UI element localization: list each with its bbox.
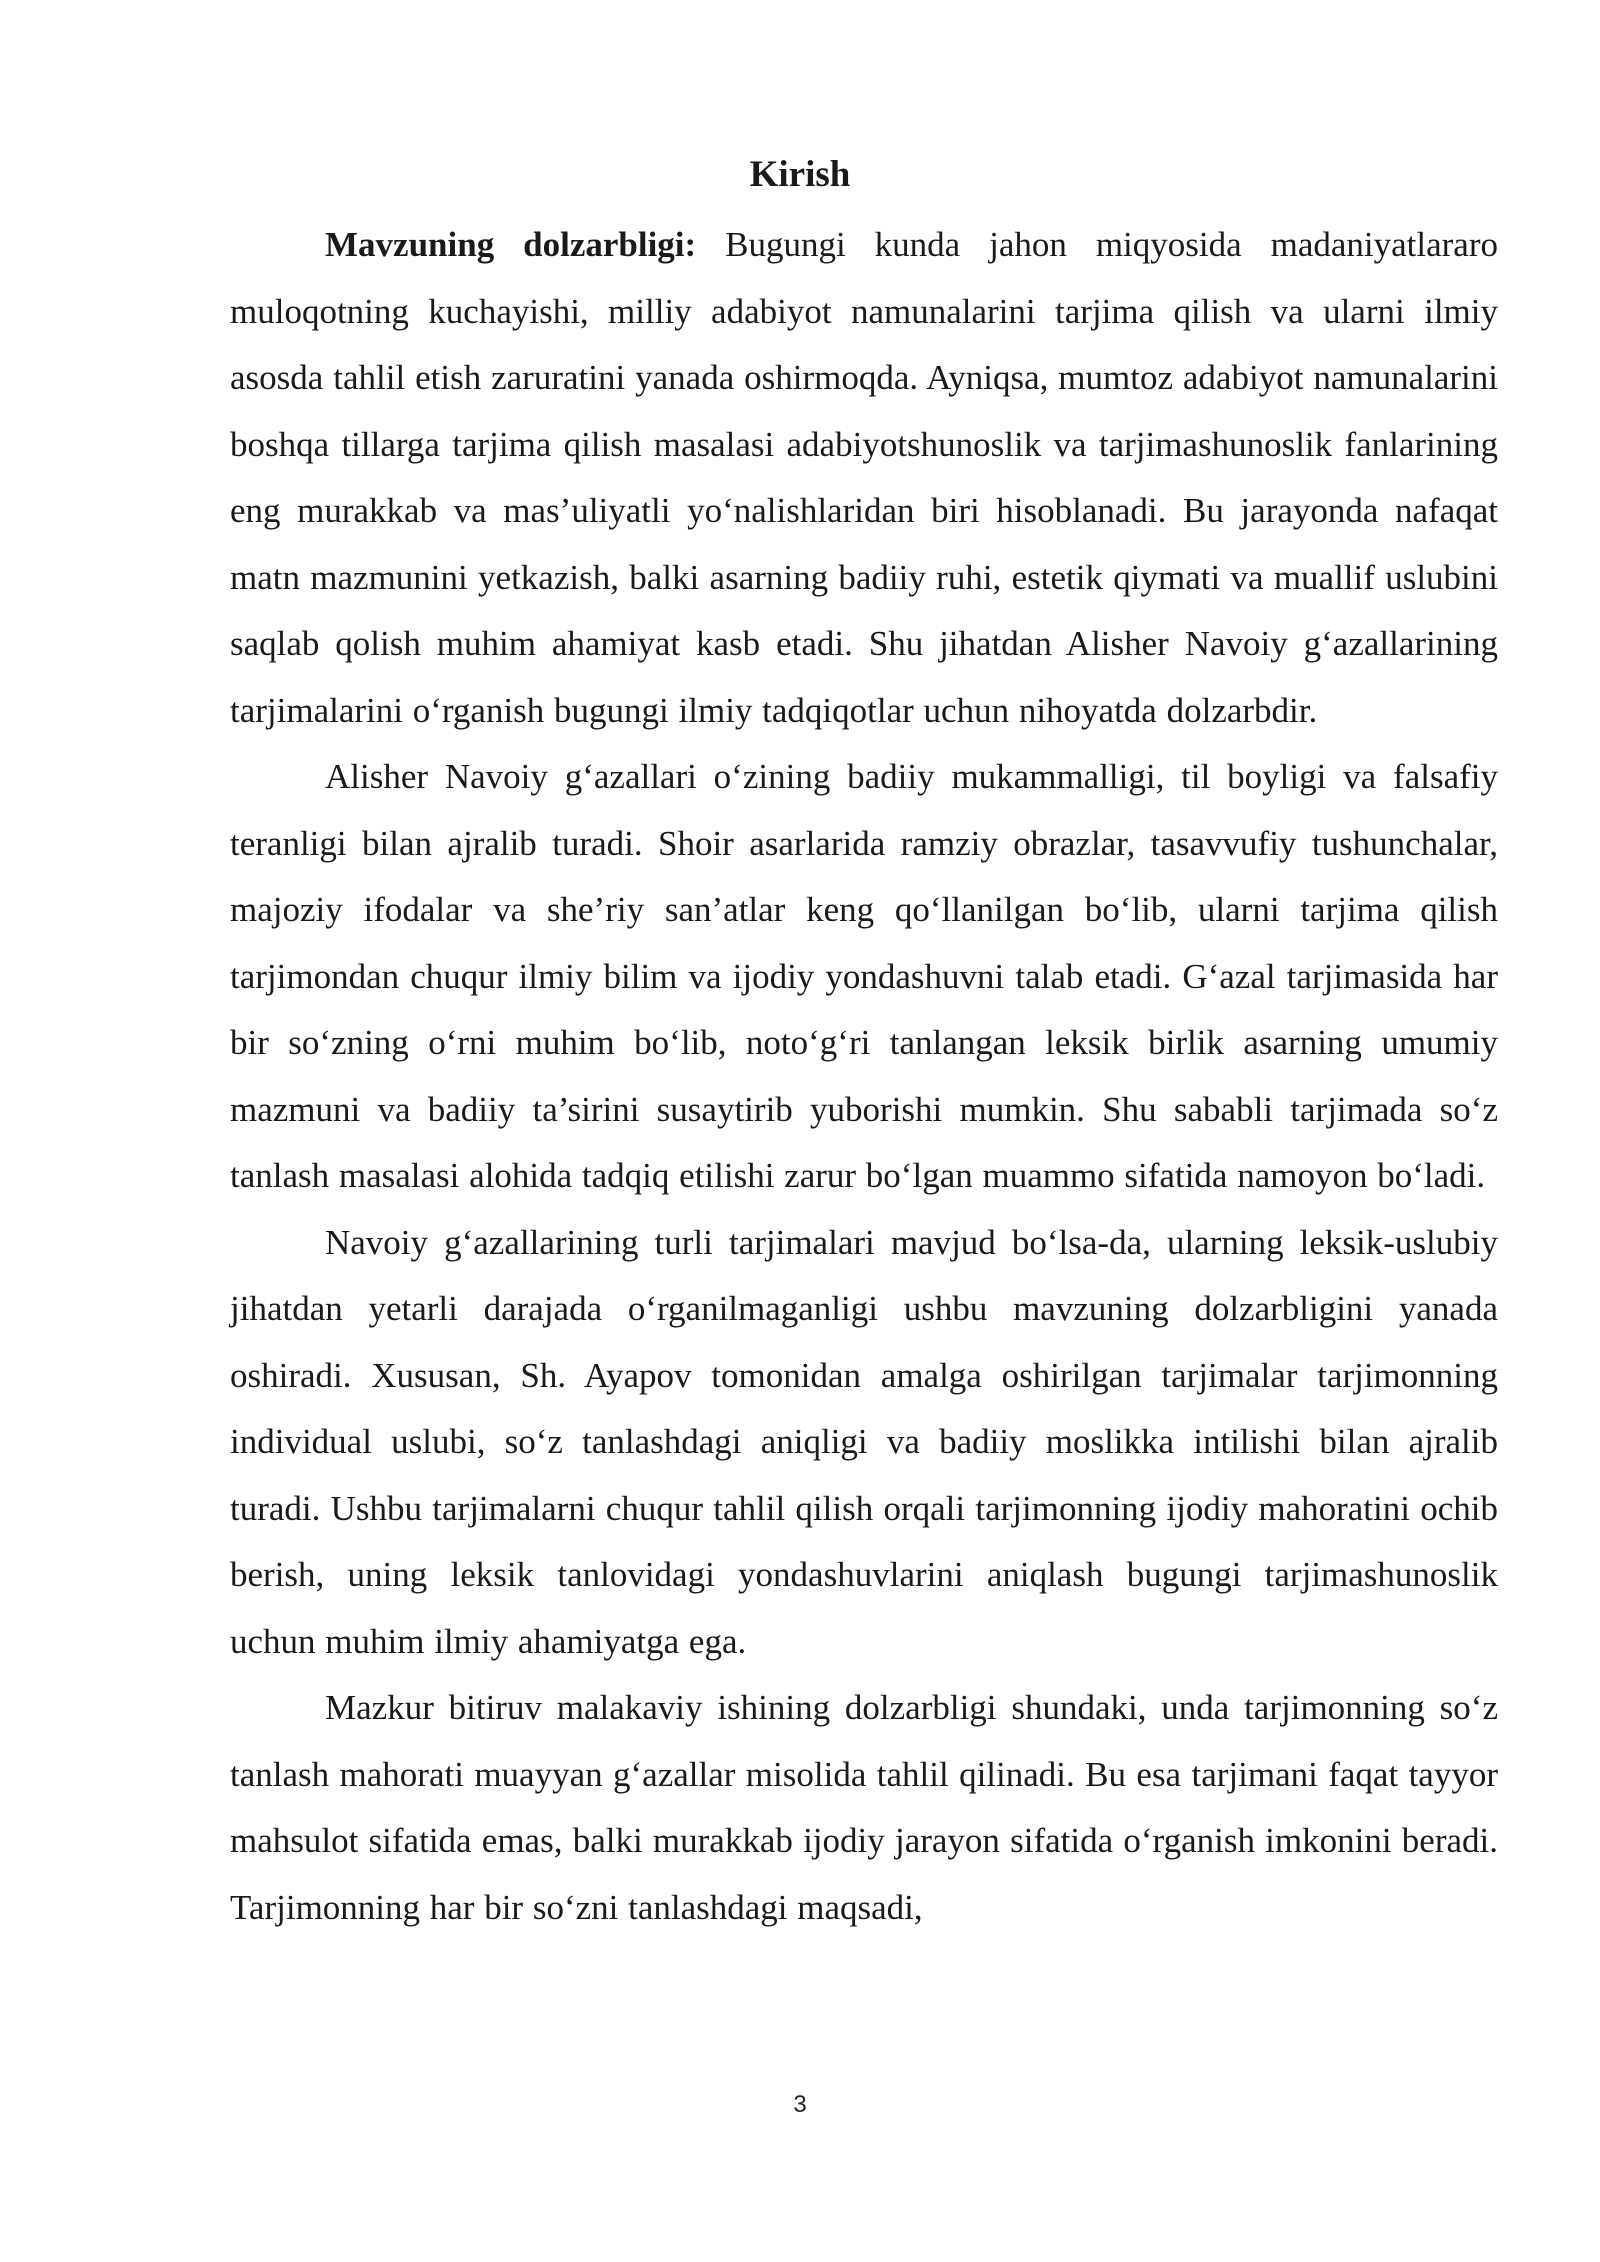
paragraph-navoiy-ghazals: Alisher Navoiy g‘azallari o‘zining badiiy mukammalligi, til boyligi va falsafiy teranligi bilan ajralib turadi. Shoir asarlarida ramziy obrazlar, tasavvufiy tushunchalar, majoziy ifodalar va she’riy san’atlar keng qo‘llanilgan bo‘lib, ularni tarjima qilish tarjimondan chuqur ilmiy bilim va ijodiy yondashuvni talab etadi. G‘azal tarjimasida har bir so‘zning o‘rni muhim bo‘lib, noto‘g‘ri tanlangan leksik birlik asarning umumiy mazmuni va badiiy ta’sirini susaytirib yuborishi mumkin. Shu sababli tarjimada so‘z tanlash masalasi alohida tadqiq etilishi zarur bo‘lgan muammo sifatida namoyon bo‘ladi. (230, 757, 1498, 1195)
paragraph-lead: Mavzuning dolzarbligi: (325, 225, 697, 264)
paragraph-text: Bugungi kunda jahon miqyosida madaniyatlararo muloqotning kuchayishi, milliy adabiyot namunalarini tarjima qilish va ularni ilmiy asosda tahlil etish zaruratini yanada oshirmoqda. Ayniqsa, mumtoz adabiyot namunalarini boshqa tillarga tarjima qilish masalasi adabiyotshunoslik va tarjimashunoslik fanlarining eng murakkab va mas’uliyatli yo‘nalishlaridan biri hisoblanadi. Bu jarayonda nafaqat matn mazmunini yetkazish, balki asarning badiiy ruhi, estetik qiymati va muallif uslubini saqlab qolish muhim ahamiyat kasb etadi. Shu jihatdan Alisher Navoiy g‘azallarining tarjimalarini o‘rganish bugungi ilmiy tadqiqotlar uchun nihoyatda dolzarbdir. (230, 225, 1498, 730)
paragraph-thesis-relevance: Mazkur bitiruv malakaviy ishining dolzarbligi shundaki, unda tarjimonning so‘z tanlash mahorati muayyan g‘azallar misolida tahlil qilinadi. Bu esa tarjimani faqat tayyor mahsulot sifatida emas, balki murakkab ijodiy jarayon sifatida o‘rganish imkonini beradi. Tarjimonning har bir so‘zni tanlashdagi maqsadi, (230, 1688, 1498, 1927)
page-number: 3 (793, 2091, 807, 2118)
paragraph-translations: Navoiy g‘azallarining turli tarjimalari mavjud bo‘lsa-da, ularning leksik-uslubiy jihatdan yetarli darajada o‘rganilmaganligi ushbu mavzuning dolzarbligini yanada oshiradi. Xususan, Sh. Ayapov tomonidan amalga oshirilgan tarjimalar tarjimonning individual uslubi, so‘z tanlashdagi aniqligi va badiiy moslikka intilishi bilan ajralib turadi. Ushbu tarjimalarni chuqur tahlil qilish orqali tarjimonning ijodiy mahoratini ochib berish, uning leksik tanlovidagi yondashuvlarini aniqlash bugungi tarjimashunoslik uchun muhim ilmiy ahamiyatga ega. (230, 1222, 1498, 1661)
page-title: Kirish (749, 154, 851, 195)
body-text (230, 212, 1498, 1941)
paragraph-relevance (230, 212, 1498, 744)
